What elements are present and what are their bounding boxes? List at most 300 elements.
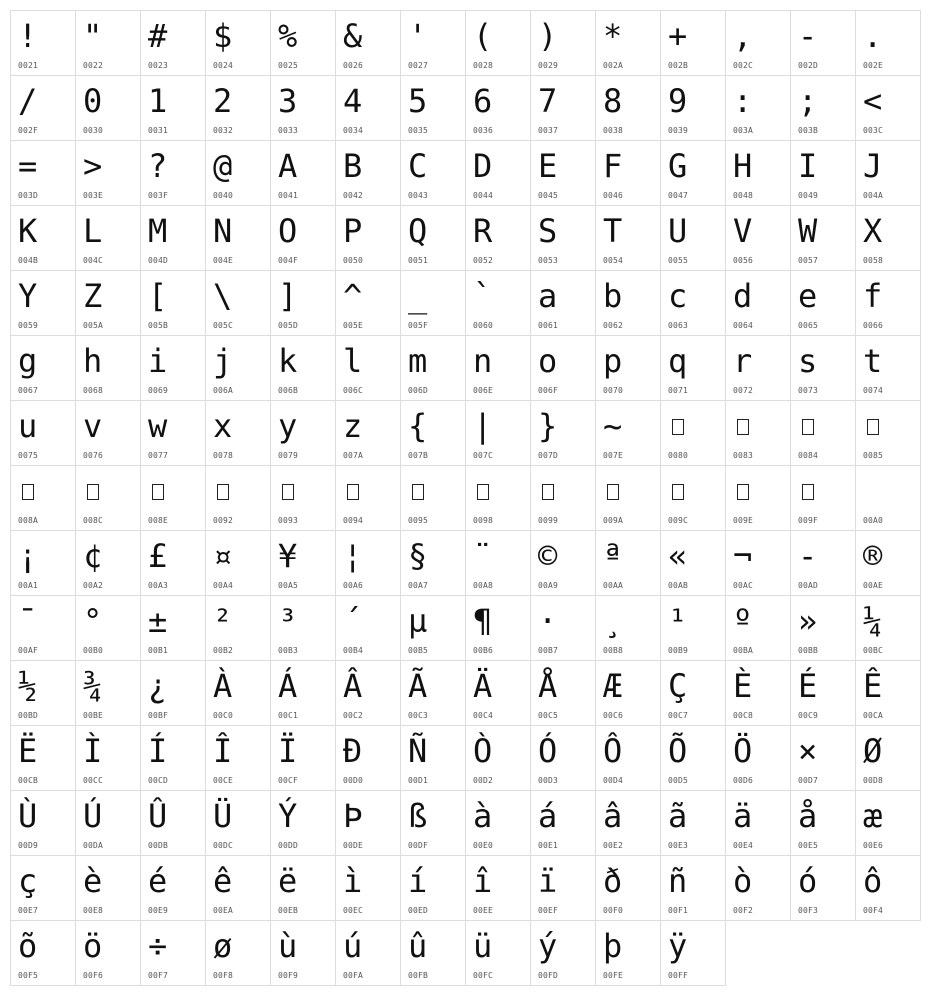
glyph-codepoint: 007C	[473, 451, 494, 460]
glyph-cell	[270, 855, 336, 921]
glyph-codepoint: 00BE	[83, 711, 104, 720]
glyph-character: L	[83, 212, 103, 250]
glyph-codepoint: 0095	[408, 516, 429, 525]
glyph-codepoint: 0035	[408, 126, 429, 135]
glyph-codepoint: 0075	[18, 451, 39, 460]
glyph-cell	[270, 270, 336, 336]
glyph-cell	[530, 465, 596, 531]
glyph-codepoint: 00A6	[343, 581, 364, 590]
glyph-character: ;	[798, 82, 818, 120]
glyph-cell	[595, 335, 661, 401]
glyph-character: ×	[798, 732, 818, 770]
glyph-codepoint: 00BF	[148, 711, 169, 720]
glyph-codepoint: 00AA	[603, 581, 624, 590]
glyph-character: @	[213, 147, 233, 185]
glyph-codepoint: 00AE	[863, 581, 884, 590]
glyph-codepoint: 007E	[603, 451, 624, 460]
glyph-codepoint: 00A0	[863, 516, 884, 525]
glyph-codepoint: 00AC	[733, 581, 754, 590]
glyph-character: ¯	[18, 602, 38, 640]
glyph-character: ¥	[278, 537, 298, 575]
glyph-character: v	[83, 407, 103, 445]
glyph-codepoint: 00DE	[343, 841, 364, 850]
glyph-codepoint: 00ED	[408, 906, 429, 915]
glyph-codepoint: 0039	[668, 126, 689, 135]
missing-glyph-icon	[672, 484, 684, 500]
glyph-character: 4	[343, 82, 363, 120]
glyph-cell	[725, 790, 791, 856]
glyph-codepoint: 00A1	[18, 581, 39, 590]
glyph-cell	[270, 10, 336, 76]
glyph-codepoint: 005A	[83, 321, 104, 330]
glyph-codepoint: 0065	[798, 321, 819, 330]
glyph-cell	[270, 790, 336, 856]
glyph-cell	[205, 660, 271, 726]
glyph-codepoint: 00CF	[278, 776, 299, 785]
glyph-cell	[270, 660, 336, 726]
glyph-codepoint: 0023	[148, 61, 169, 70]
glyph-cell	[10, 75, 76, 141]
glyph-cell	[725, 75, 791, 141]
glyph-character: R	[473, 212, 493, 250]
glyph-codepoint: 00D5	[668, 776, 689, 785]
glyph-cell	[595, 530, 661, 596]
glyph-character: y	[278, 407, 298, 445]
glyph-character: )	[538, 17, 558, 55]
glyph-cell	[10, 205, 76, 271]
glyph-cell	[75, 75, 141, 141]
glyph-cell	[140, 530, 206, 596]
glyph-cell	[855, 335, 921, 401]
glyph-cell	[855, 465, 921, 531]
glyph-character: Ð	[343, 732, 363, 770]
glyph-codepoint: 003E	[83, 191, 104, 200]
glyph-codepoint: 008A	[18, 516, 39, 525]
missing-glyph-icon	[802, 419, 814, 435]
glyph-cell	[10, 595, 76, 661]
glyph-character: *	[603, 17, 623, 55]
glyph-cell	[855, 530, 921, 596]
glyph-character: (	[473, 17, 493, 55]
glyph-cell	[335, 595, 401, 661]
glyph-codepoint: 00EF	[538, 906, 559, 915]
glyph-cell	[465, 725, 531, 791]
glyph-character: ï	[538, 862, 558, 900]
glyph-character: Ï	[278, 732, 298, 770]
glyph-cell	[530, 920, 596, 986]
glyph-character: ¼	[863, 602, 883, 640]
glyph-codepoint: 0084	[798, 451, 819, 460]
glyph-cell	[400, 920, 466, 986]
glyph-codepoint: 0044	[473, 191, 494, 200]
glyph-cell	[335, 205, 401, 271]
glyph-character: ^	[343, 277, 363, 315]
glyph-character: I	[798, 147, 818, 185]
glyph-character: z	[343, 407, 363, 445]
glyph-codepoint: 00E9	[148, 906, 169, 915]
glyph-codepoint: 00B0	[83, 646, 104, 655]
glyph-cell	[140, 140, 206, 206]
glyph-codepoint: 0063	[668, 321, 689, 330]
glyph-cell	[270, 335, 336, 401]
glyph-cell	[335, 270, 401, 336]
glyph-character: U	[668, 212, 688, 250]
glyph-codepoint: 00B2	[213, 646, 234, 655]
glyph-character: w	[148, 407, 168, 445]
glyph-codepoint: 00D9	[18, 841, 39, 850]
glyph-cell	[10, 855, 76, 921]
glyph-cell	[855, 400, 921, 466]
glyph-cell	[75, 530, 141, 596]
glyph-cell	[790, 205, 856, 271]
glyph-character: c	[668, 277, 688, 315]
glyph-character: ë	[278, 862, 298, 900]
glyph-codepoint: 00B1	[148, 646, 169, 655]
glyph-codepoint: 004D	[148, 256, 169, 265]
glyph-character: ±	[148, 602, 168, 640]
glyph-cell	[10, 465, 76, 531]
glyph-codepoint: 00FA	[343, 971, 364, 980]
glyph-cell	[400, 465, 466, 531]
glyph-codepoint: 00B4	[343, 646, 364, 655]
missing-glyph-icon	[412, 484, 424, 500]
glyph-character: ?	[148, 147, 168, 185]
glyph-cell	[660, 725, 726, 791]
glyph-cell	[75, 790, 141, 856]
glyph-codepoint: 0050	[343, 256, 364, 265]
glyph-cell	[10, 10, 76, 76]
glyph-codepoint: 00B6	[473, 646, 494, 655]
glyph-codepoint: 00B7	[538, 646, 559, 655]
glyph-codepoint: 0021	[18, 61, 39, 70]
missing-glyph-icon	[737, 484, 749, 500]
glyph-character: î	[473, 862, 493, 900]
glyph-cell	[205, 140, 271, 206]
missing-glyph-icon	[672, 419, 684, 435]
glyph-codepoint: 00DA	[83, 841, 104, 850]
glyph-codepoint: 00D3	[538, 776, 559, 785]
glyph-character: ü	[473, 927, 493, 965]
glyph-character: V	[733, 212, 753, 250]
glyph-character: -	[798, 17, 818, 55]
glyph-character: í	[408, 862, 428, 900]
glyph-codepoint: 00BD	[18, 711, 39, 720]
glyph-codepoint: 004E	[213, 256, 234, 265]
glyph-codepoint: 005D	[278, 321, 299, 330]
glyph-character: é	[148, 862, 168, 900]
glyph-codepoint: 00B9	[668, 646, 689, 655]
glyph-character: 5	[408, 82, 428, 120]
glyph-character: ½	[18, 667, 38, 705]
glyph-character: '	[408, 17, 428, 55]
glyph-codepoint: 0062	[603, 321, 624, 330]
glyph-character: ]	[278, 277, 298, 315]
glyph-cell	[855, 205, 921, 271]
glyph-codepoint: 00E1	[538, 841, 559, 850]
glyph-cell	[530, 10, 596, 76]
glyph-character: Ä	[473, 667, 493, 705]
glyph-cell	[400, 335, 466, 401]
glyph-codepoint: 0055	[668, 256, 689, 265]
glyph-codepoint: 00DD	[278, 841, 299, 850]
glyph-character: ß	[408, 797, 428, 835]
glyph-codepoint: 00F0	[603, 906, 624, 915]
glyph-character: û	[408, 927, 428, 965]
glyph-cell	[595, 790, 661, 856]
glyph-cell	[335, 530, 401, 596]
glyph-character: º	[733, 602, 753, 640]
glyph-cell	[530, 660, 596, 726]
glyph-codepoint: 00BC	[863, 646, 884, 655]
glyph-character: u	[18, 407, 38, 445]
glyph-cell	[530, 725, 596, 791]
glyph-cell	[10, 335, 76, 401]
glyph-character: ¿	[148, 667, 168, 705]
glyph-cell	[725, 400, 791, 466]
glyph-character: ´	[343, 602, 363, 640]
glyph-character: _	[408, 277, 428, 315]
glyph-character: Ö	[733, 732, 753, 770]
glyph-character: >	[83, 147, 103, 185]
glyph-codepoint: 006D	[408, 386, 429, 395]
glyph-codepoint: 0092	[213, 516, 234, 525]
glyph-cell	[75, 660, 141, 726]
glyph-cell	[465, 10, 531, 76]
glyph-cell	[140, 855, 206, 921]
glyph-codepoint: 00CD	[148, 776, 169, 785]
glyph-cell	[855, 140, 921, 206]
glyph-codepoint: 00CA	[863, 711, 884, 720]
glyph-character: ð	[603, 862, 623, 900]
glyph-character: !	[18, 17, 38, 55]
glyph-cell	[205, 530, 271, 596]
glyph-cell	[400, 400, 466, 466]
glyph-codepoint: 0094	[343, 516, 364, 525]
glyph-cell	[335, 10, 401, 76]
glyph-codepoint: 00E2	[603, 841, 624, 850]
glyph-cell	[530, 140, 596, 206]
missing-glyph-icon	[152, 484, 164, 500]
glyph-codepoint: 0069	[148, 386, 169, 395]
glyph-cell	[140, 595, 206, 661]
glyph-codepoint: 00A3	[148, 581, 169, 590]
missing-glyph-icon	[22, 484, 34, 500]
glyph-character: ú	[343, 927, 363, 965]
missing-glyph-icon	[347, 484, 359, 500]
glyph-codepoint: 0047	[668, 191, 689, 200]
glyph-codepoint: 003D	[18, 191, 39, 200]
glyph-character: :	[733, 82, 753, 120]
glyph-codepoint: 005E	[343, 321, 364, 330]
glyph-cell	[725, 725, 791, 791]
glyph-cell	[140, 10, 206, 76]
glyph-character: ²	[213, 602, 233, 640]
missing-glyph-icon	[542, 484, 554, 500]
glyph-cell	[790, 465, 856, 531]
glyph-codepoint: 003B	[798, 126, 819, 135]
glyph-character: Î	[213, 732, 233, 770]
glyph-character: À	[213, 667, 233, 705]
glyph-character: q	[668, 342, 688, 380]
glyph-cell	[790, 10, 856, 76]
glyph-codepoint: 00F9	[278, 971, 299, 980]
glyph-cell	[400, 75, 466, 141]
glyph-codepoint: 002C	[733, 61, 754, 70]
glyph-cell	[790, 530, 856, 596]
glyph-codepoint: 0024	[213, 61, 234, 70]
glyph-character: Í	[148, 732, 168, 770]
glyph-character: ñ	[668, 862, 688, 900]
glyph-character: Ô	[603, 732, 623, 770]
glyph-cell	[270, 75, 336, 141]
glyph-codepoint: 0056	[733, 256, 754, 265]
glyph-character: £	[148, 537, 168, 575]
missing-glyph-icon	[802, 484, 814, 500]
glyph-codepoint: 0077	[148, 451, 169, 460]
glyph-cell	[855, 10, 921, 76]
glyph-codepoint: 007D	[538, 451, 559, 460]
glyph-codepoint: 00A8	[473, 581, 494, 590]
glyph-cell	[530, 270, 596, 336]
glyph-cell	[725, 660, 791, 726]
glyph-cell	[140, 205, 206, 271]
glyph-character: Q	[408, 212, 428, 250]
glyph-codepoint: 0053	[538, 256, 559, 265]
glyph-cell	[660, 335, 726, 401]
glyph-character: Ã	[408, 667, 428, 705]
glyph-character: &	[343, 17, 363, 55]
missing-glyph-icon	[737, 419, 749, 435]
glyph-codepoint: 00E8	[83, 906, 104, 915]
glyph-cell	[465, 660, 531, 726]
glyph-cell	[140, 920, 206, 986]
glyph-character: S	[538, 212, 558, 250]
glyph-codepoint: 0041	[278, 191, 299, 200]
glyph-cell	[465, 205, 531, 271]
glyph-cell	[270, 205, 336, 271]
glyph-codepoint: 00D8	[863, 776, 884, 785]
glyph-codepoint: 00C4	[473, 711, 494, 720]
glyph-codepoint: 00EE	[473, 906, 494, 915]
glyph-cell	[400, 725, 466, 791]
glyph-cell	[465, 530, 531, 596]
glyph-codepoint: 0030	[83, 126, 104, 135]
glyph-character: §	[408, 537, 428, 575]
glyph-character: Ý	[278, 797, 298, 835]
glyph-codepoint: 002E	[863, 61, 884, 70]
glyph-cell	[270, 140, 336, 206]
glyph-cell	[270, 465, 336, 531]
glyph-character: ¢	[83, 537, 103, 575]
glyph-cell	[10, 400, 76, 466]
glyph-cell	[595, 270, 661, 336]
glyph-codepoint: 00C7	[668, 711, 689, 720]
glyph-codepoint: 00B5	[408, 646, 429, 655]
glyph-cell	[660, 75, 726, 141]
missing-glyph-icon	[282, 484, 294, 500]
glyph-codepoint: 00CE	[213, 776, 234, 785]
glyph-character: }	[538, 407, 558, 445]
glyph-cell	[335, 465, 401, 531]
glyph-character: D	[473, 147, 493, 185]
glyph-codepoint: 0051	[408, 256, 429, 265]
glyph-codepoint: 00A2	[83, 581, 104, 590]
glyph-cell	[465, 400, 531, 466]
glyph-codepoint: 00F5	[18, 971, 39, 980]
glyph-character: |	[473, 407, 493, 445]
glyph-character: 8	[603, 82, 623, 120]
glyph-character: Ó	[538, 732, 558, 770]
glyph-cell	[790, 595, 856, 661]
glyph-cell	[140, 725, 206, 791]
glyph-cell	[270, 920, 336, 986]
glyph-codepoint: 00B3	[278, 646, 299, 655]
glyph-cell	[270, 595, 336, 661]
glyph-cell	[140, 465, 206, 531]
glyph-codepoint: 00EC	[343, 906, 364, 915]
glyph-cell	[205, 335, 271, 401]
glyph-character: ò	[733, 862, 753, 900]
glyph-character: »	[798, 602, 818, 640]
glyph-character: Û	[148, 797, 168, 835]
glyph-codepoint: 0079	[278, 451, 299, 460]
glyph-character: ¾	[83, 667, 103, 705]
glyph-codepoint: 0074	[863, 386, 884, 395]
glyph-cell	[400, 530, 466, 596]
glyph-character: r	[733, 342, 753, 380]
glyph-codepoint: 00A9	[538, 581, 559, 590]
glyph-character: [	[148, 277, 168, 315]
glyph-cell	[855, 855, 921, 921]
glyph-codepoint: 0068	[83, 386, 104, 395]
glyph-cell	[660, 140, 726, 206]
glyph-codepoint: 00D4	[603, 776, 624, 785]
glyph-character: â	[603, 797, 623, 835]
glyph-cell	[75, 205, 141, 271]
glyph-cell	[530, 855, 596, 921]
glyph-cell	[10, 660, 76, 726]
glyph-codepoint: 006E	[473, 386, 494, 395]
glyph-codepoint: 0070	[603, 386, 624, 395]
missing-glyph-icon	[867, 419, 879, 435]
glyph-codepoint: 00C5	[538, 711, 559, 720]
glyph-codepoint: 00FE	[603, 971, 624, 980]
glyph-cell	[530, 400, 596, 466]
glyph-character: /	[18, 82, 38, 120]
glyph-cell	[335, 855, 401, 921]
glyph-character: ¹	[668, 602, 688, 640]
glyph-character: E	[538, 147, 558, 185]
glyph-codepoint: 00C2	[343, 711, 364, 720]
glyph-character: =	[18, 147, 38, 185]
glyph-cell	[465, 75, 531, 141]
glyph-character: Ê	[863, 667, 883, 705]
glyph-codepoint: 008C	[83, 516, 104, 525]
glyph-character: F	[603, 147, 623, 185]
glyph-character: Â	[343, 667, 363, 705]
glyph-character: `	[473, 277, 493, 315]
glyph-cell	[75, 920, 141, 986]
glyph-cell	[465, 855, 531, 921]
glyph-cell	[660, 595, 726, 661]
glyph-cell	[790, 270, 856, 336]
glyph-character: G	[668, 147, 688, 185]
glyph-character: ª	[603, 537, 623, 575]
glyph-codepoint: 0071	[668, 386, 689, 395]
glyph-cell	[855, 660, 921, 726]
glyph-cell	[10, 725, 76, 791]
glyph-codepoint: 004F	[278, 256, 299, 265]
